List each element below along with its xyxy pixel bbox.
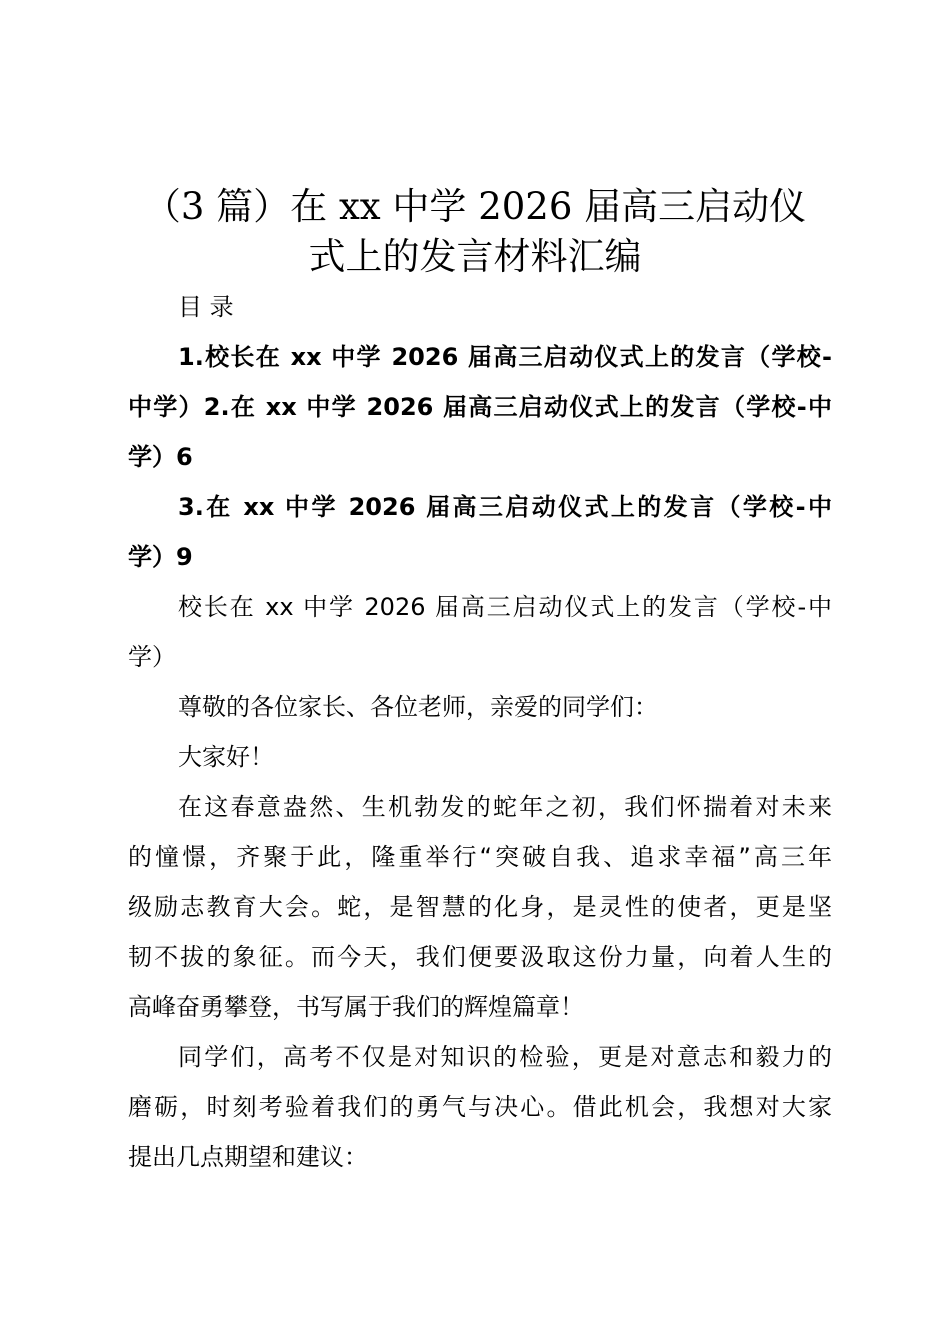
paragraph <box>128 582 832 682</box>
text-line: 尊敬的各位家长、各位老师，亲爱的同学们： <box>178 693 658 721</box>
text-line: 1.校长在 xx 中学 2026 届高三启动仪式上的发言（学校- <box>178 343 832 371</box>
text-line: 学）9 <box>128 543 193 571</box>
text-line: 3.在 xx 中学 2026 届高三启动仪式上的发言（学校-中 <box>178 493 832 521</box>
text-line: 的憧憬，齐聚于此，隆重举行“突破自我、追求幸福”高三年 <box>128 843 832 871</box>
title-line: （3 篇）在 xx 中学 2026 届高三启动仪 <box>143 185 807 228</box>
text-line: 学）6 <box>128 443 193 471</box>
toc-entry <box>128 482 832 582</box>
text-line: 在这春意盎然、生机勃发的蛇年之初，我们怀揣着对未来 <box>178 793 832 821</box>
paragraph <box>128 732 832 782</box>
toc-entry <box>128 332 832 482</box>
table-of-contents <box>128 332 832 582</box>
document-title <box>100 182 850 282</box>
text-line: 韧不拔的象征。而今天，我们便要汲取这份力量，向着人生的 <box>128 943 832 971</box>
text-line: 高峰奋勇攀登，书写属于我们的辉煌篇章！ <box>128 993 584 1021</box>
paragraph <box>128 1032 832 1182</box>
text-line: 大家好！ <box>178 743 274 771</box>
text-line: 校长在 xx 中学 2026 届高三启动仪式上的发言（学校-中 <box>178 593 832 621</box>
body-paragraphs <box>128 582 832 1182</box>
toc-heading: 目 录 <box>178 293 234 321</box>
paragraph <box>128 782 832 1032</box>
text-line: 中学）2.在 xx 中学 2026 届高三启动仪式上的发言（学校-中 <box>128 393 832 421</box>
text-line: 磨砺，时刻考验着我们的勇气与决心。借此机会，我想对大家 <box>128 1093 832 1121</box>
text-line: 学） <box>128 643 176 671</box>
text-line: 提出几点期望和建议： <box>128 1143 368 1171</box>
document-body <box>128 282 832 1182</box>
title-line: 式上的发言材料汇编 <box>308 235 642 278</box>
text-line: 级励志教育大会。蛇，是智慧的化身，是灵性的使者，更是坚 <box>128 893 832 921</box>
text-line: 同学们，高考不仅是对知识的检验，更是对意志和毅力的 <box>178 1043 832 1071</box>
paragraph <box>128 682 832 732</box>
